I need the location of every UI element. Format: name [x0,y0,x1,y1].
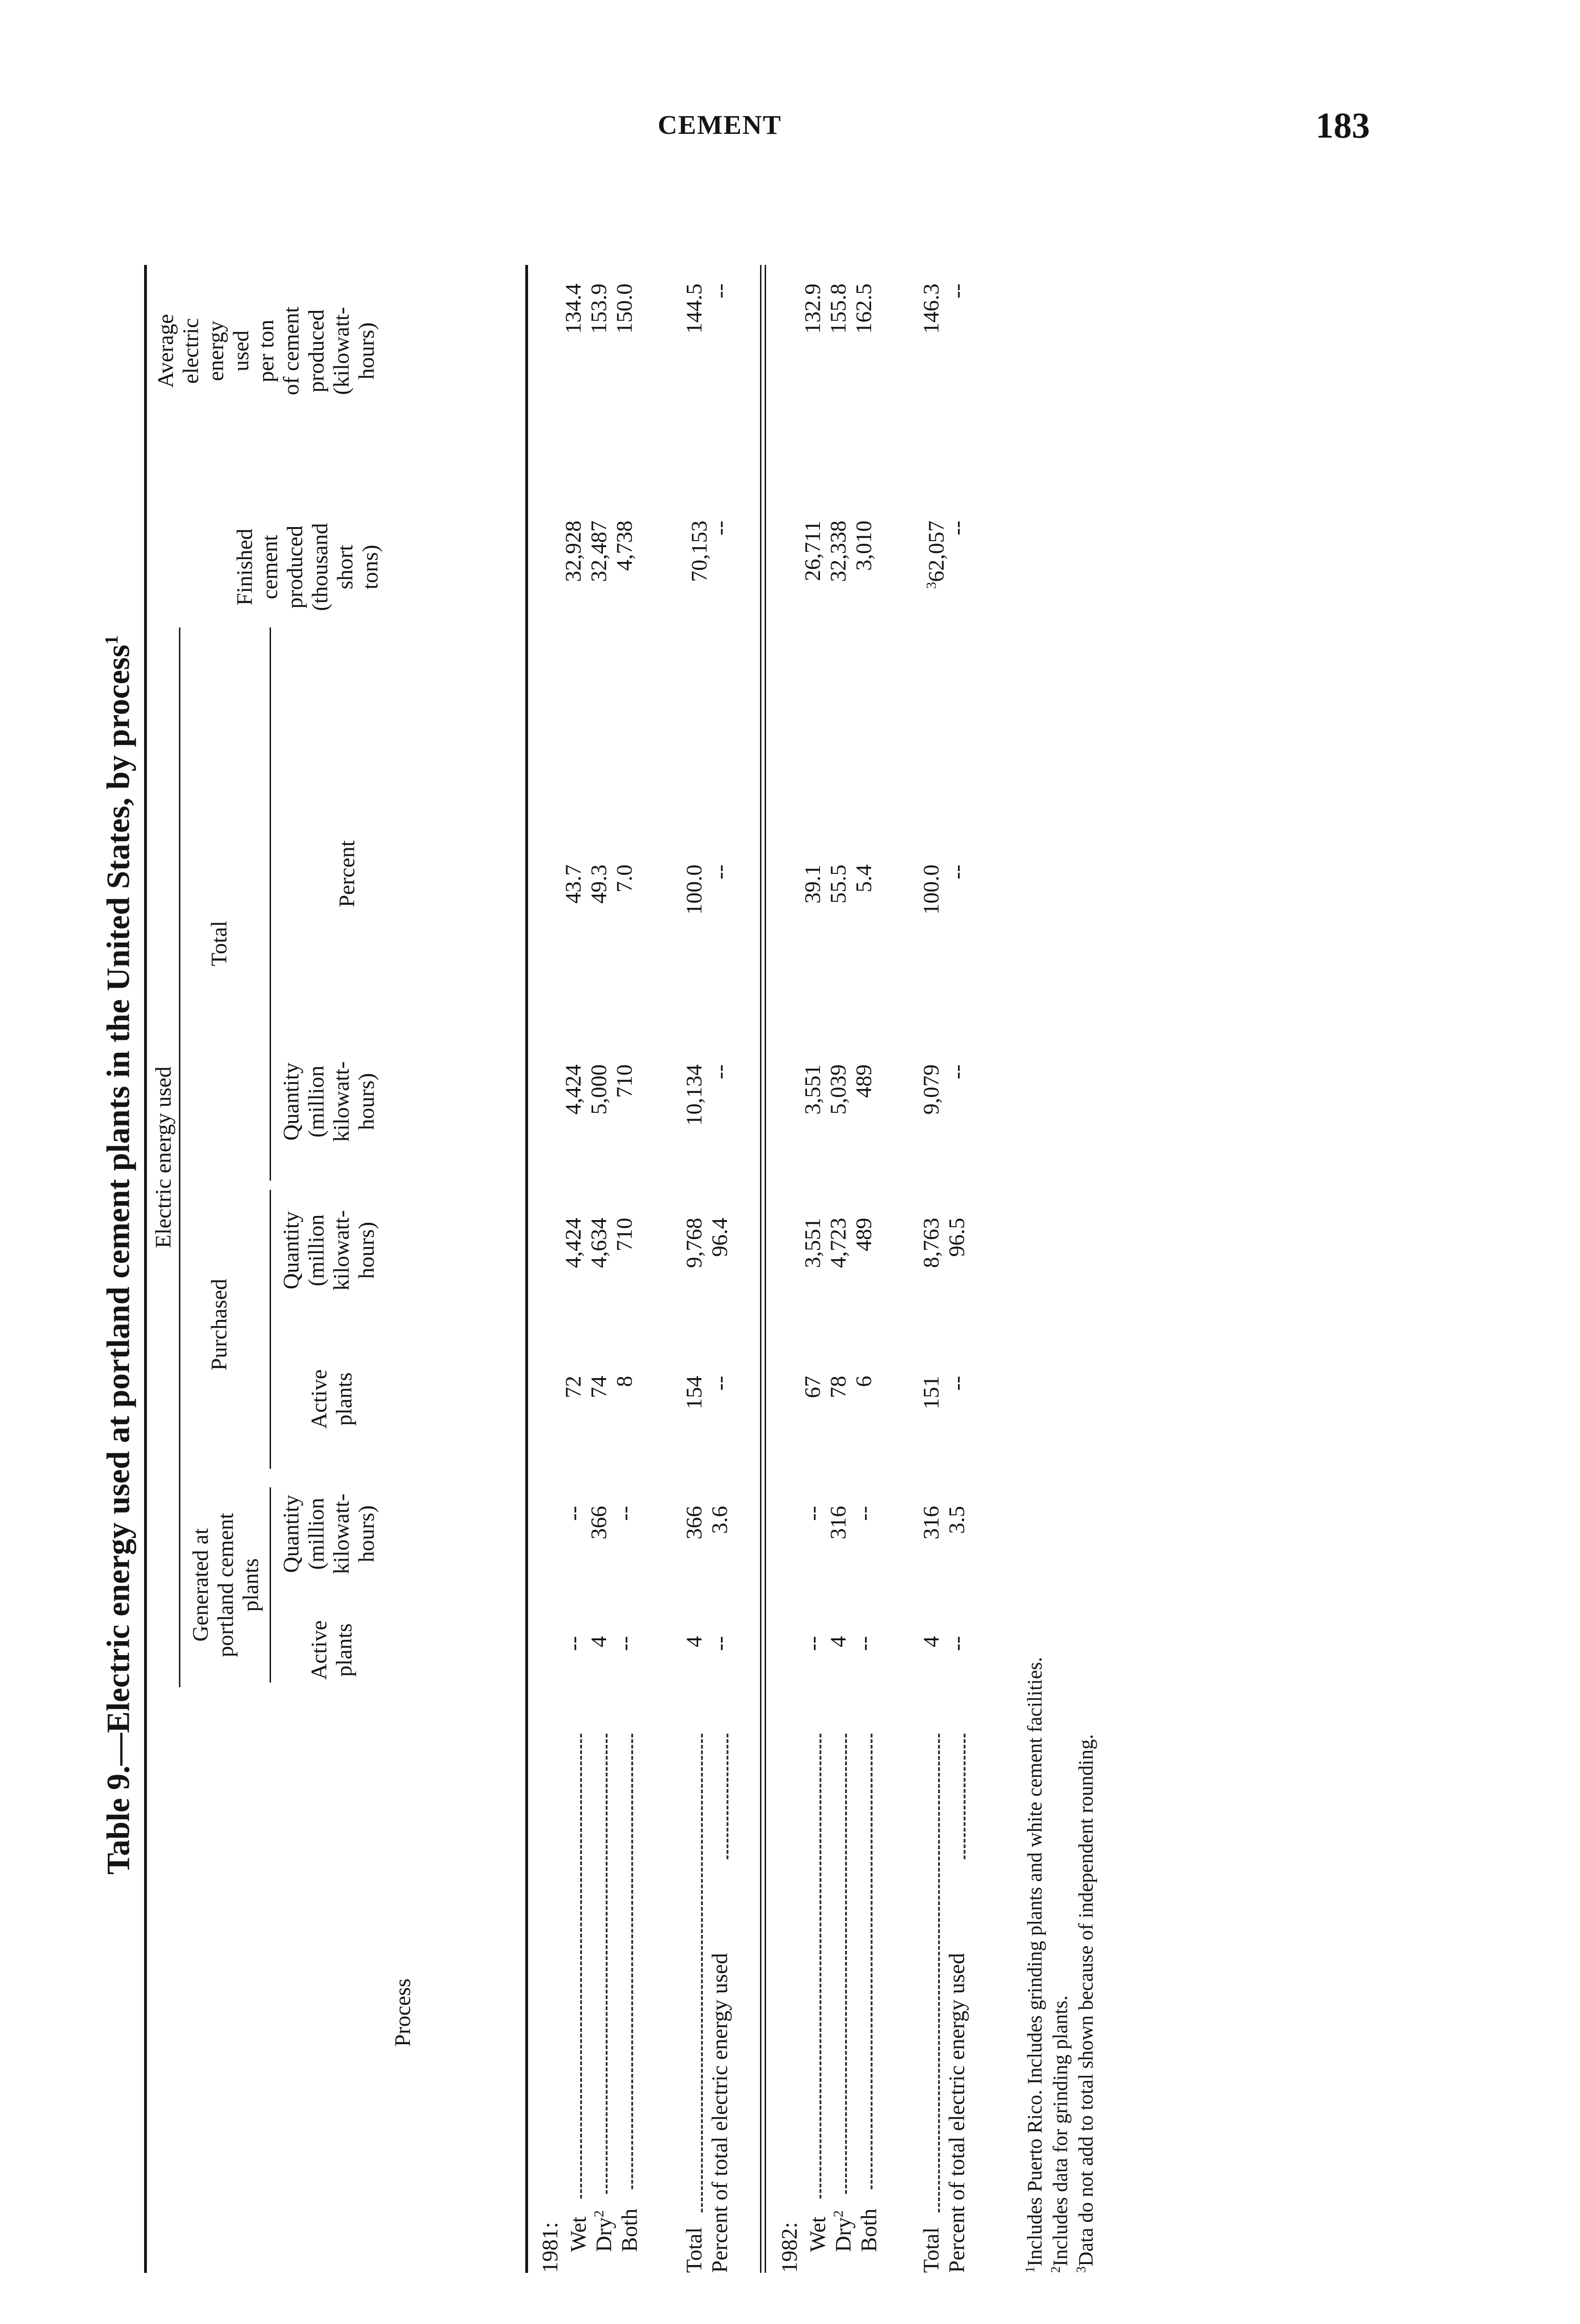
avg-cell: 153.9 [587,284,611,334]
pur-qty-cell: 4,424 [561,1218,586,1268]
tot-pct-cell: 100.0 [919,865,944,915]
total-label: Total [682,2227,707,2273]
leader-dots [727,1734,728,1859]
pur-quantity-header: Quantity (million kilowatt- hours) [279,1210,379,1291]
pur-plants-cell: 6 [852,1376,876,1387]
process-label: Dry$^2$ [591,2210,616,2252]
avg-cell: 155.8 [826,284,851,334]
gen-active-plants-header: Active plants [307,1620,357,1680]
year-label: 1982: [777,2222,802,2273]
pur-qty-cell: 489 [852,1218,876,1251]
leader-dots [631,1734,633,2189]
gen-qty-cell: 316 [826,1506,851,1539]
process-label: Both [857,2208,881,2252]
pur-plants-cell: 151 [919,1376,944,1409]
pur-qty-cell: 96.5 [945,1218,969,1257]
generated-rule [270,1487,271,1683]
pur-qty-cell: 9,768 [682,1218,707,1268]
year-label: 1981: [538,2222,562,2273]
avg-cell: 134.4 [561,284,586,334]
finished-cell: $^3$62,057 [924,521,949,589]
gen-plants-cell: -- [612,1636,637,1651]
percent-label: Percent of total electric energy used [707,1953,732,2273]
finished-cell: 32,487 [587,521,611,582]
tot-pct-cell: 49.3 [587,865,611,904]
pur-plants-cell: 8 [612,1376,637,1387]
tot-qty-cell: 9,079 [919,1064,944,1115]
process-label: Wet [566,2216,591,2252]
gen-quantity-header: Quantity (million kilowatt- hours) [279,1493,379,1574]
pur-plants-cell: 154 [682,1376,707,1409]
leader-dots [845,1734,847,2194]
pur-qty-cell: 96.4 [707,1218,732,1257]
tot-pct-cell: -- [945,865,969,879]
footnote: $^3$Data do not add to total shown because of independent rounding. [1074,1734,1097,2273]
running-head: CEMENT [658,110,782,140]
gen-qty-cell: -- [561,1506,586,1521]
pur-active-plants-header: Active plants [307,1369,357,1429]
process-label: Both [617,2208,642,2252]
pur-qty-cell: 710 [612,1218,637,1251]
tot-pct-cell: 39.1 [800,865,825,904]
gen-qty-cell: 316 [919,1506,944,1539]
leader-dots [580,1734,582,2199]
top-rule [144,265,147,2273]
gen-qty-cell: 366 [587,1506,611,1539]
gen-plants-cell: -- [707,1636,732,1651]
finished-cell: 3,010 [852,521,876,571]
tot-qty-cell: 4,424 [561,1064,586,1115]
gen-qty-cell: -- [852,1506,876,1521]
gen-plants-cell: -- [852,1636,876,1651]
avg-cell: -- [945,284,969,298]
average-energy-header: Average electric energy used per ton of cement produced (kilowatt- hours) [153,306,379,396]
gen-plants-cell: 4 [682,1636,707,1647]
process-label: Wet [806,2216,830,2252]
gen-plants-cell: -- [945,1636,969,1651]
finished-cell: 32,928 [561,521,586,582]
generated-group-header: Generated at portland cement plants [188,1512,263,1657]
leader-dots [820,1734,821,2199]
leader-dots [606,1734,608,2194]
total-header: Total [207,921,231,966]
tot-pct-cell: -- [707,865,732,879]
tot-pct-cell: 100.0 [682,865,707,915]
process-header: Process [390,1978,415,2047]
pur-plants-cell: -- [945,1376,969,1391]
avg-cell: 146.3 [919,284,944,334]
gen-qty-cell: 3.5 [945,1506,969,1534]
pur-plants-cell: 78 [826,1376,851,1398]
leader-dots [871,1734,873,2189]
pur-qty-cell: 3,551 [800,1218,825,1268]
avg-cell: 162.5 [852,284,876,334]
tot-qty-cell: 10,134 [682,1064,707,1126]
avg-cell: -- [707,284,732,298]
total-rule [270,627,271,1181]
tot-qty-cell: 5,039 [826,1064,851,1115]
header-bottom-rule [525,265,528,2273]
gen-qty-cell: 366 [682,1506,707,1539]
finished-cell: 4,738 [612,521,637,571]
finished-cement-header: Finished cement produced (thousand short tons) [232,523,383,611]
gen-plants-cell: 4 [919,1636,944,1647]
gen-qty-cell: -- [612,1506,637,1521]
gen-plants-cell: 4 [826,1636,851,1647]
avg-cell: 132.9 [800,284,825,334]
electric-energy-header: Electric energy used [151,1066,176,1248]
footnote: $^1$Includes Puerto Rico. Includes grinding plants and white cement facilities. [1023,1657,1046,2273]
avg-cell: 144.5 [682,284,707,334]
gen-plants-cell: -- [800,1636,825,1651]
page-number: 183 [1316,105,1370,145]
gen-qty-cell: -- [800,1506,825,1521]
leader-dots [938,1734,940,2212]
electric-energy-rule [179,627,180,1687]
pur-qty-cell: 4,723 [826,1218,851,1268]
tot-pct-cell: 5.4 [852,865,876,892]
pur-plants-cell: 67 [800,1376,825,1398]
footnote: $^2$Includes data for grinding plants. [1049,1995,1072,2273]
tot-pct-cell: 43.7 [561,865,586,904]
tot-qty-cell: 710 [612,1064,637,1098]
percent-label: Percent of total electric energy used [945,1953,969,2273]
pur-qty-cell: 8,763 [919,1218,944,1268]
leader-dots [701,1734,703,2212]
section-rule [760,265,761,2273]
tot-quantity-header: Quantity (million kilowatt- hours) [279,1061,379,1142]
pur-plants-cell: 74 [587,1376,611,1398]
tot-qty-cell: -- [945,1064,969,1079]
tot-qty-cell: -- [707,1064,732,1079]
tot-percent-header: Percent [335,840,359,907]
gen-qty-cell: 3.6 [707,1506,732,1534]
pur-qty-cell: 4,634 [587,1218,611,1268]
finished-cell: 26,711 [800,521,825,581]
gen-plants-cell: 4 [587,1636,611,1647]
finished-cell: -- [945,521,969,535]
finished-cell: 70,153 [687,521,712,582]
tot-pct-cell: 7.0 [612,865,637,892]
finished-cell: 32,338 [826,521,851,582]
pur-plants-cell: 72 [561,1376,586,1398]
purchased-header: Purchased [207,1279,231,1371]
tot-qty-cell: 5,000 [587,1064,611,1115]
purchased-rule [270,1190,271,1469]
tot-qty-cell: 489 [852,1064,876,1098]
tot-qty-cell: 3,551 [800,1064,825,1115]
avg-cell: 150.0 [612,284,637,334]
rotated-table-sheet [93,205,1464,2305]
pur-plants-cell: -- [707,1376,732,1391]
process-label: Dry$^2$ [831,2210,856,2252]
total-label: Total [919,2227,944,2273]
leader-dots [964,1734,965,1859]
section-rule [765,265,766,2273]
gen-plants-cell: -- [561,1636,586,1651]
table-title: Table 9.—Electric energy used at portland cement plants in the United States, by process$^1$ [100,635,137,1875]
finished-cell: -- [707,521,732,535]
tot-pct-cell: 55.5 [826,865,851,904]
